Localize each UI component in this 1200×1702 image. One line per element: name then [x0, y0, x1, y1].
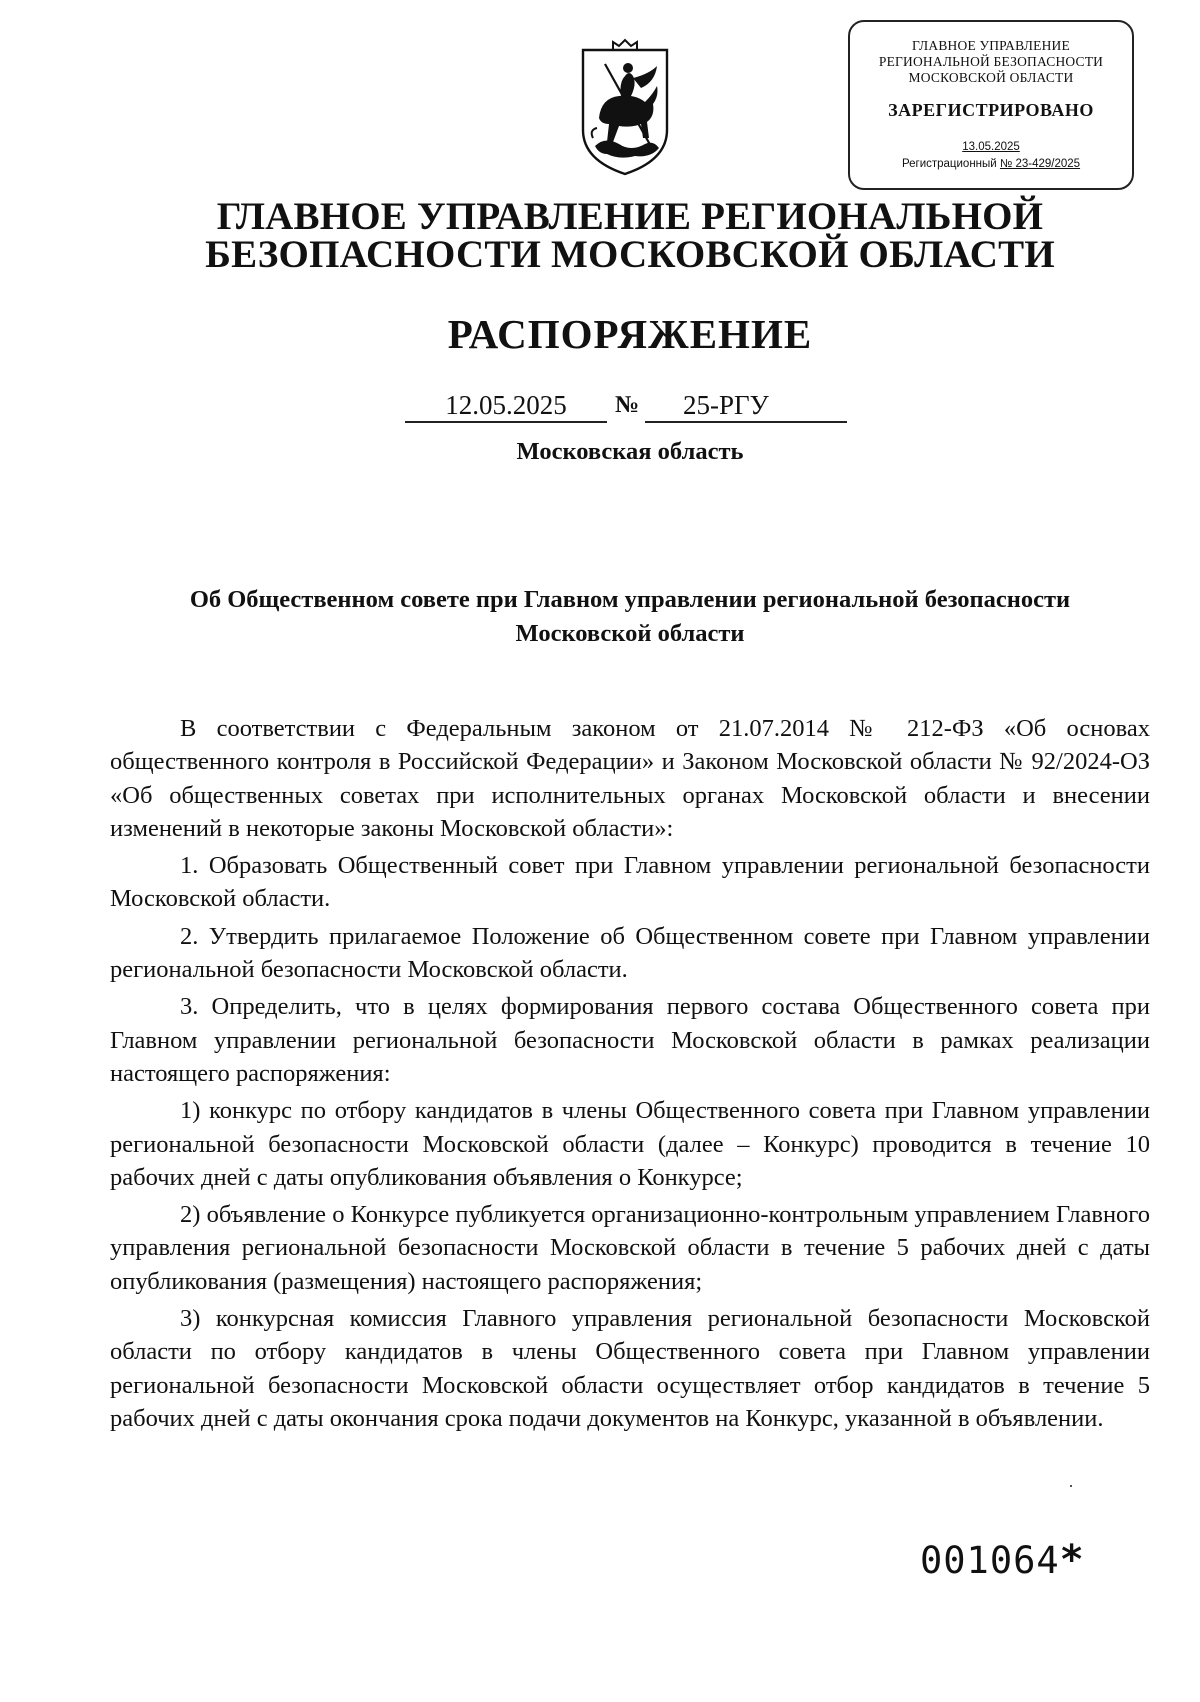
- date-number-line: [0, 390, 1200, 424]
- stamp-organization: [850, 38, 1132, 86]
- subject-line: Об Общественном совете при Главном управлении региональной безопасности: [189, 586, 1071, 613]
- body-paragraph: 1) конкурс по отбору кандидатов в члены Общественного совета при Главном управлении региональной безопасности Московской области (далее – Конкурс) проводится в течение 10 рабочих дней с даты опубликования объявления о Конкурсе;: [110, 1097, 1150, 1191]
- stamp-reg-number: № 23-429/2025: [999, 158, 1081, 170]
- stamp-registration-number: [850, 158, 1132, 170]
- registration-stamp: [848, 20, 1134, 190]
- document-number: 25-РГУ: [645, 390, 847, 423]
- document-body: [110, 712, 1150, 1439]
- agency-title: [0, 195, 1200, 276]
- body-paragraph: В соответствии с Федеральным законом от 21.07.2014 № 212-ФЗ «Об основах общественного контроля в Российской Федерации» и Законом Московской области № 92/2024-ОЗ «Об общественных советах при исполнительных органах Московской области и внесении изменений в некоторые законы Московской области»:: [110, 715, 1150, 842]
- stamp-org-line: МОСКОВСКОЙ ОБЛАСТИ: [908, 70, 1074, 85]
- serial-mark: [920, 1537, 1085, 1583]
- moscow-region-coat-of-arms-icon: [575, 38, 675, 178]
- agency-title-line: БЕЗОПАСНОСТИ МОСКОВСКОЙ ОБЛАСТИ: [205, 233, 1055, 276]
- document-date: 12.05.2025: [405, 390, 607, 423]
- body-paragraph: 3) конкурсная комиссия Главного управления региональной безопасности Московской области по отбору кандидатов в члены Общественного совета при Главном управлении региональной безопасности Московской области осуществляет отбор кандидатов в течение 5 рабочих дней с даты окончания срока подачи документов на Конкурс, указанной в объявлении.: [110, 1305, 1150, 1432]
- subject-line: Московской области: [515, 620, 745, 647]
- body-paragraph: 1. Образовать Общественный совет при Главном управлении региональной безопасности Московской области.: [110, 852, 1150, 913]
- stamp-reg-label: Регистрационный: [901, 158, 997, 170]
- document-subject: [110, 583, 1150, 651]
- body-paragraph: 2. Утвердить прилагаемое Положение об Общественном совете при Главном управлении региональной безопасности Московской области.: [110, 922, 1150, 984]
- stamp-org-line: ГЛАВНОЕ УПРАВЛЕНИЕ: [912, 38, 1070, 53]
- agency-title-line: ГЛАВНОЕ УПРАВЛЕНИЕ РЕГИОНАЛЬНОЙ: [216, 195, 1044, 238]
- document-place: Московская область: [516, 438, 744, 465]
- body-paragraph: 2) объявление о Конкурсе публикуется организационно-контрольным управлением Главного управления региональной безопасности Московской области в течение 5 рабочих дней с даты опубликования (размещения) настоящего распоряжения;: [110, 1201, 1150, 1295]
- scan-speck: [1070, 1485, 1072, 1487]
- number-sign: №: [615, 392, 640, 418]
- document-type: РАСПОРЯЖЕНИЕ: [447, 311, 813, 357]
- serial-star: *: [1059, 1537, 1085, 1583]
- stamp-org-line: РЕГИОНАЛЬНОЙ БЕЗОПАСНОСТИ: [878, 54, 1104, 69]
- serial-number: 001064: [920, 1539, 1060, 1582]
- stamp-date: 13.05.2025: [962, 141, 1020, 153]
- body-paragraph: 3. Определить, что в целях формирования первого состава Общественного совета при Главном управлении региональной безопасности Московской области в рамках реализации настоящего распоряжения:: [110, 993, 1150, 1087]
- stamp-status: ЗАРЕГИСТРИРОВАНО: [888, 100, 1094, 120]
